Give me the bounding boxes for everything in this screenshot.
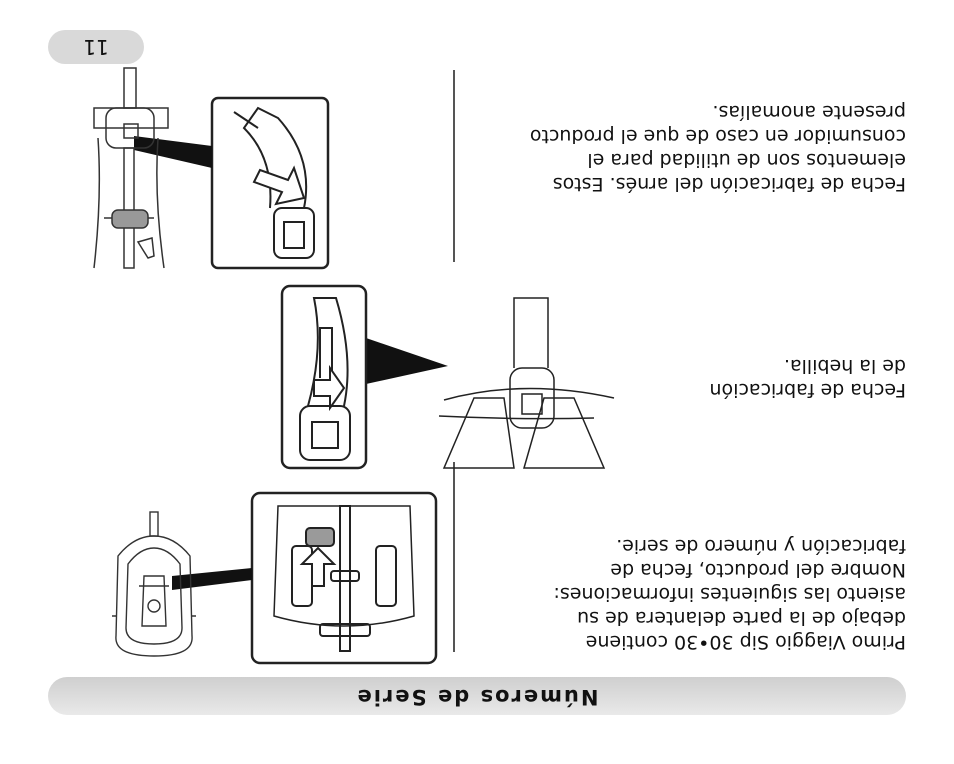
text-block-harness: Fecha de fabricación del arnés. Estos elementos son de utilidad para el consumidor en caso de que el producto presente anomalías.	[529, 101, 906, 195]
section-title: Números de Serie	[355, 685, 599, 709]
figure-seat-label	[94, 486, 454, 676]
text-block-serial: Primo Viaggio Sip 30•30 contiene debajo de la parte delantera de su asiento las siguientes informaciones: Nombre del producto, fecha de fabricación y número de serie.	[553, 535, 906, 653]
section-banner	[48, 677, 906, 715]
figure-buckle	[274, 276, 614, 478]
figure-harness	[74, 58, 454, 278]
text-block-buckle: Fecha de fabricación de la hebilla.	[709, 355, 906, 401]
page-number: 11	[48, 30, 144, 64]
